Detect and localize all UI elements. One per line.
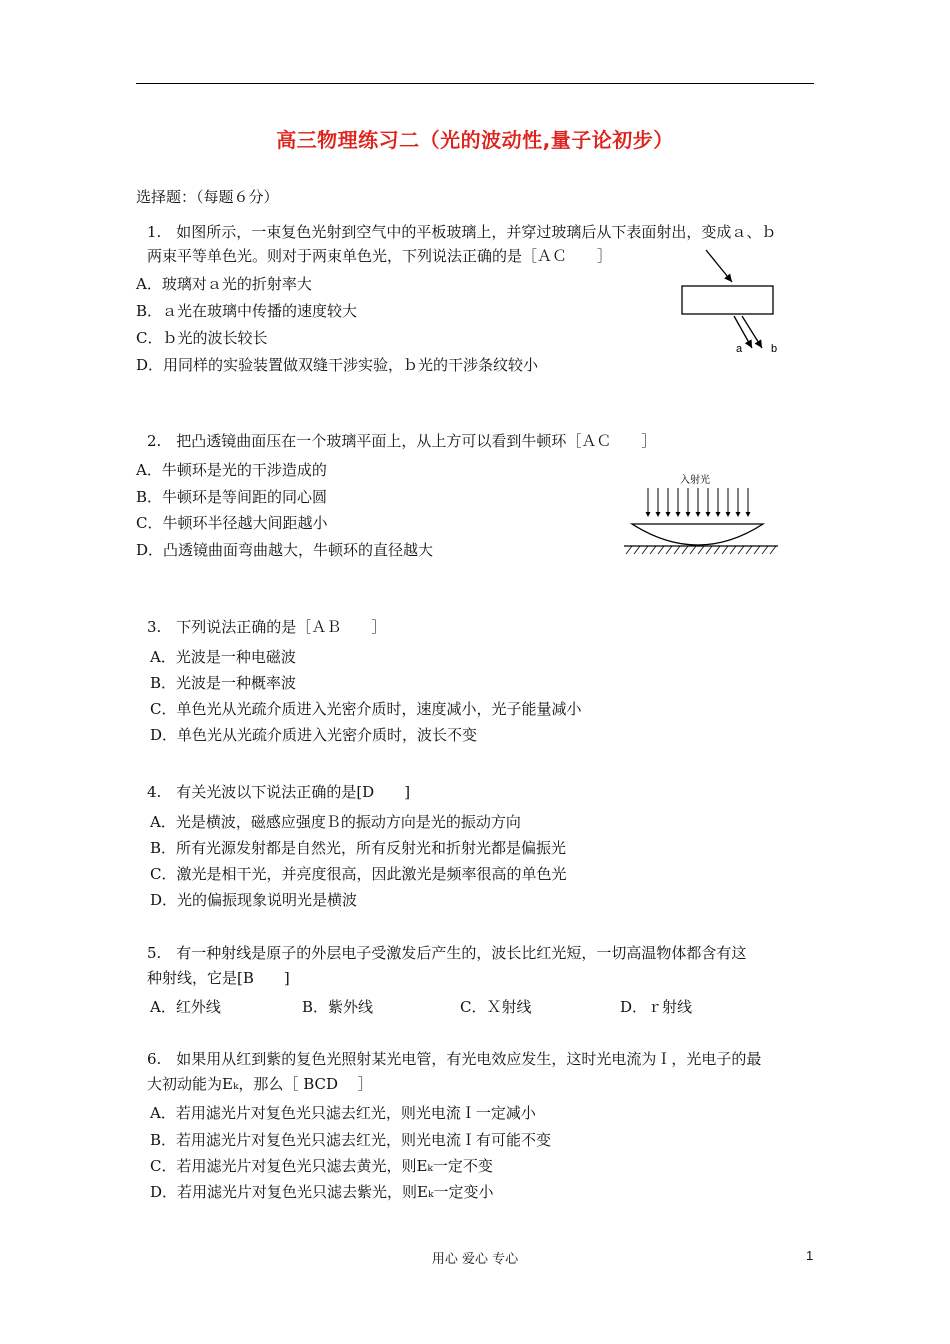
q3-option-b: B．光波是一种概率波 xyxy=(150,674,297,692)
q5-option-b: B．紫外线 xyxy=(302,998,374,1016)
q6-option-c: C．若用滤光片对复色光只滤去黄光，则Eₖ一定不变 xyxy=(150,1157,493,1175)
q4-option-d: D．光的偏振现象说明光是横波 xyxy=(150,891,358,909)
incident-ray xyxy=(706,250,732,282)
q5-option-d: D．ｒ射线 xyxy=(620,998,693,1016)
label-b: b xyxy=(771,343,778,355)
q5-stem-line2: 种射线，它是[B ] xyxy=(147,969,290,987)
q5-option-c: C．Ｘ射线 xyxy=(460,998,532,1016)
q2-option-d: D．凸透镜曲面弯曲越大，牛顿环的直径越大 xyxy=(136,541,434,559)
q1-option-c: C．ｂ光的波长较长 xyxy=(136,329,268,347)
q5-option-a: A．红外线 xyxy=(150,998,221,1016)
q4-option-a: A．光是横波，磁感应强度Ｂ的振动方向是光的振动方向 xyxy=(150,813,521,831)
q2-option-a: A．牛顿环是光的干涉造成的 xyxy=(136,461,327,479)
q6-stem-line1: 6. 如果用从红到紫的复色光照射某光电管，有光电效应发生，这时光电流为Ｉ，光电子的最 xyxy=(147,1050,762,1068)
q4-option-c: C．激光是相干光，并亮度很高，因此激光是频率很高的单色光 xyxy=(150,865,567,883)
label-a: a xyxy=(736,343,743,355)
q2-option-b: B．牛顿环是等间距的同心圆 xyxy=(136,488,328,506)
q3-option-c: C．单色光从光疏介质进入光密介质时，速度减小，光子能量减小 xyxy=(150,700,582,718)
q3-option-a: A．光波是一种电磁波 xyxy=(150,648,296,666)
page-number: 1 xyxy=(806,1248,814,1263)
incident-light-arrows xyxy=(648,488,748,516)
q1-option-b: B．ａ光在玻璃中传播的速度较大 xyxy=(136,302,358,320)
q6-option-d: D．若用滤光片对复色光只滤去紫光，则Eₖ一定变小 xyxy=(150,1183,494,1201)
glass-slab xyxy=(682,286,773,314)
newton-rings-diagram xyxy=(620,468,785,560)
q1-option-d: D．用同样的实验装置做双缝干涉实验，ｂ光的干涉条纹较小 xyxy=(136,356,539,374)
q6-option-b: B．若用滤光片对复色光只滤去红光，则光电流Ｉ有可能不变 xyxy=(150,1131,552,1149)
q4-stem: 4. 有关光波以下说法正确的是[D ] xyxy=(147,783,411,801)
incident-light-label: 入射光 xyxy=(680,475,710,486)
page-footer: 用心 爱心 专心 xyxy=(431,1252,519,1267)
q2-stem: 2. 把凸透镜曲面压在一个玻璃平面上，从上方可以看到牛顿环［ＡＣ ］ xyxy=(147,432,657,450)
q2-option-c: C．牛顿环半径越大间距越小 xyxy=(136,514,328,532)
q1-stem-line2: 两束平等单色光。则对于两束单色光，下列说法正确的是［ＡＣ ］ xyxy=(147,247,613,265)
header-rule xyxy=(136,83,814,84)
q3-stem: 3. 下列说法正确的是［ＡＢ ］ xyxy=(147,618,387,636)
q1-option-a: A．玻璃对ａ光的折射率大 xyxy=(136,275,312,293)
section-heading: 选择题：（每题６分） xyxy=(136,188,279,206)
q1-stem-line1: 1. 如图所示，一束复色光射到空气中的平板玻璃上，并穿过玻璃后从下表面射出，变成ａ、ｂ xyxy=(147,223,777,241)
q6-stem-line2: 大初动能为Eₖ，那么［ BCD ］ xyxy=(147,1075,373,1093)
q6-option-a: A．若用滤光片对复色光只滤去红光，则光电流Ｉ一定减小 xyxy=(150,1104,536,1122)
q5-stem-line1: 5. 有一种射线是原子的外层电子受激发后产生的，波长比红光短，一切高温物体都含有这 xyxy=(147,944,747,962)
convex-lens xyxy=(632,524,763,545)
glass-slab-diagram xyxy=(670,244,790,364)
page-title: 高三物理练习二（光的波动性,量子论初步） xyxy=(276,128,674,152)
q4-option-b: B．所有光源发射都是自然光，所有反射光和折射光都是偏振光 xyxy=(150,839,567,857)
ray-b xyxy=(742,316,762,348)
q3-option-d: D．单色光从光疏介质进入光密介质时，波长不变 xyxy=(150,726,478,744)
plane-hatching xyxy=(626,546,776,554)
